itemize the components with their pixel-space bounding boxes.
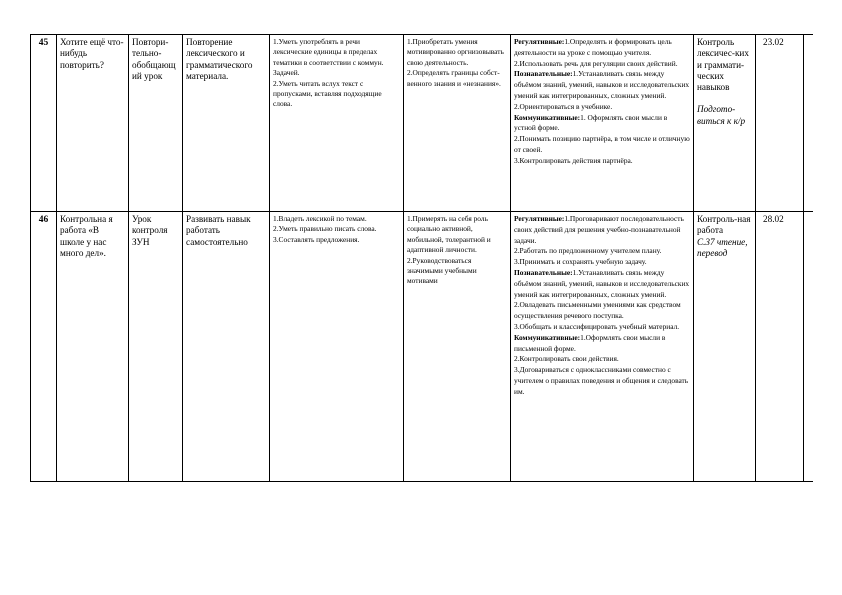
cognitive-text: 1.Устанавливать связь между объёмом знаний, умений, навыков и исследовательских умений как интегрированных, сложных умений. 2.Овладевать письменными умениями как средством осуществления речевого поступка. 3.Обобщать и классифицировать учебный материал. (514, 267, 690, 331)
cognitive-label: Познавательные: (514, 267, 573, 277)
communicative-text: 1.Оформлять свои мысли в письменной форме. 2.Контролировать свои действия. 3.Договариваться с одноклассниками совместно с учителем о правилах поведения и общения и следовать им. (514, 332, 689, 396)
control-cell (694, 212, 756, 482)
empty-cell (804, 35, 813, 212)
uud-cell (511, 35, 694, 212)
uud-cell (511, 212, 694, 482)
lesson-type: Повтори-тельно-обобщающий урок (129, 35, 183, 212)
regulative-label: Регулятивные: (514, 214, 565, 223)
empty-cell (804, 212, 813, 482)
lesson-number: 46 (31, 212, 57, 482)
control-type: Контроль-ная работа (697, 214, 751, 236)
lesson-date: 28.02 (756, 212, 804, 482)
cognitive-text: 1.Устанавливать связь между объёмом знаний, умений, навыков и исследовательских умений как интегрированных, сложных умений. 2.Ориентироваться в учебнике. (514, 69, 690, 111)
personal-results: 1.Приобретать умения мотивированно оргнизовывать свою деятельность. 2.Определять границы собст-венного знания и «незнания». (404, 35, 511, 212)
lesson-row (31, 212, 813, 482)
lesson-number: 45 (31, 35, 57, 212)
cognitive-label: Познавательные: (514, 69, 573, 79)
lesson-topic: Контрольна я работа «В школе у нас много дел». (57, 212, 129, 482)
lesson-type: Урок контроля ЗУН (129, 212, 183, 482)
communicative-text: 1. Оформлять свои мысли в устной форме. 2.Понимать позицию партнёра, в том числе и отличную от своей. 3.Контролировать действия партнёра. (514, 112, 690, 165)
lesson-goal: Повторение лексического и грамматического материала. (183, 35, 270, 212)
subject-results: 1.Уметь употреблять в речи лексические единицы в пределах тематики в соответствии с коммун. Задачей. 2.Уметь читать вслух текст с пропусками, вставляя подходящие слова. (270, 35, 404, 212)
homework-note: С.37 чтение, перевод (697, 236, 748, 258)
control-type: Контроль лексичес-ких и граммати-ческих навыков (697, 37, 749, 93)
regulative-label: Регулятивные: (514, 37, 565, 46)
lesson-row (31, 35, 813, 212)
personal-results: 1.Примерять на себя роль социально активной, мобильной, толерантной и адаптивной личности. 2.Руководствоваться значимыми учебными мотивами (404, 212, 511, 482)
lesson-goal: Развивать навык работать самостоятельно (183, 212, 270, 482)
control-cell (694, 35, 756, 212)
lesson-plan-table (30, 34, 813, 482)
communicative-label: Коммуникативные: (514, 112, 581, 122)
communicative-label: Коммуникативные: (514, 332, 581, 342)
subject-results: 1.Владеть лексикой по темам. 2.Уметь правильно писать слова. 3.Составлять предложения. (270, 212, 404, 482)
regulative-text: 1.Определять и формировать цель деятельности на уроке с помощью учителя. 2.Использовать речь для регуляции своих действий. (514, 37, 678, 68)
lesson-date: 23.02 (756, 35, 804, 212)
regulative-text: 1.Проговаривают последовательность своих действий для решения учебно-познавательной задачи. 2.Работать по предложенному учителем плану. 3.Принимать и сохранять учебную задачу. (514, 214, 684, 267)
homework-note: Подгото-виться к к/р (697, 104, 746, 126)
lesson-topic: Хотите ещё что-нибудь повторить? (57, 35, 129, 212)
